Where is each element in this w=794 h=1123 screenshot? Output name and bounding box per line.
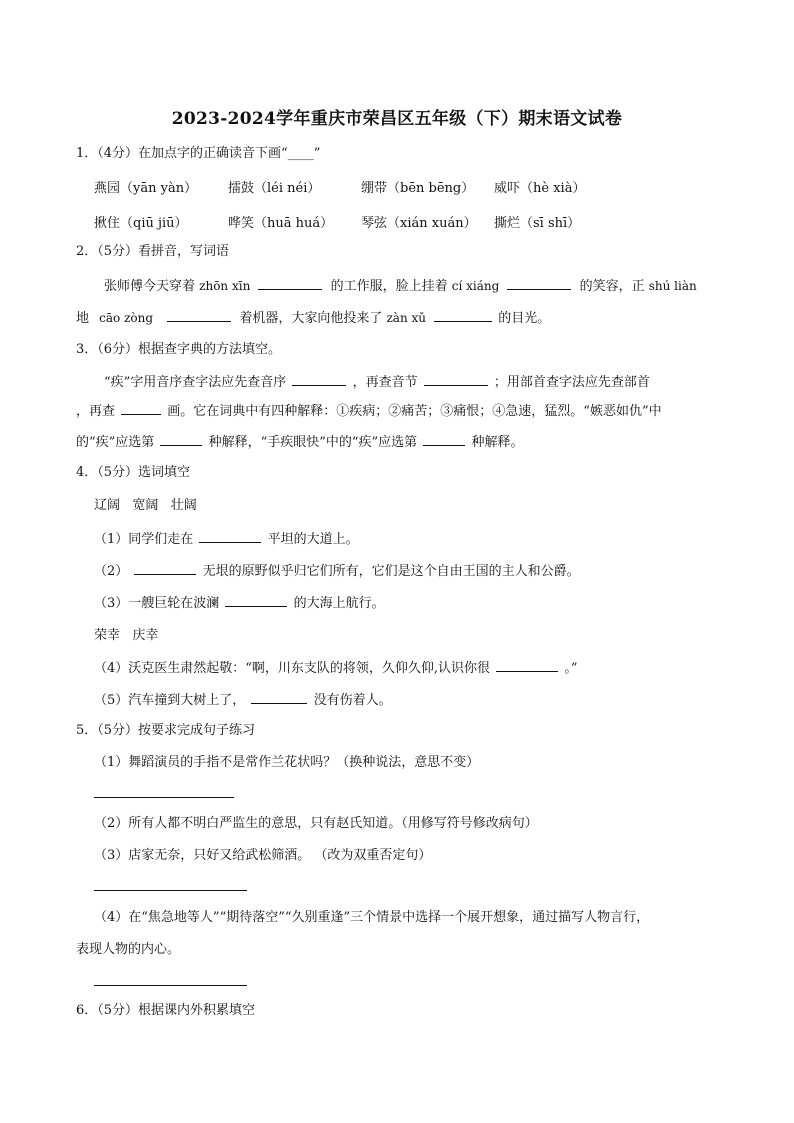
q4-word-choices-2: 荣幸 庆幸 xyxy=(94,628,159,643)
answer-blank[interactable] xyxy=(258,277,322,290)
answer-line[interactable] xyxy=(94,890,247,891)
q3-text: 种解释。 xyxy=(471,435,524,450)
q4-text: 的大海上航行。 xyxy=(293,596,385,611)
q2-line-1 xyxy=(104,277,697,296)
q5-sentence-4-continued: 表现人物的内心。 xyxy=(76,942,181,957)
q2-text: 张师傅今天穿着 xyxy=(104,279,196,294)
answer-blank[interactable] xyxy=(434,309,492,322)
q4-sentence-4 xyxy=(94,659,578,678)
answer-blank[interactable] xyxy=(424,373,488,386)
q4-text: 。” xyxy=(564,661,578,676)
q3-text: 种解释，“手疾眼快”中的“疾”应选第 xyxy=(208,435,418,450)
q4-text: 无垠的原野似乎归它们所有，它们是这个自由王国的主人和公爵。 xyxy=(202,564,580,579)
page-title: 2023-2024学年重庆市荣昌区五年级（下）期末语文试卷 xyxy=(171,109,623,129)
q3-text: ，再查 xyxy=(76,404,116,419)
q4-sentence-1 xyxy=(94,530,359,549)
pinyin-label: zhōn xīn xyxy=(199,279,251,293)
q4-sentence-3 xyxy=(94,594,385,613)
q1-item-4: 威吓（hè xià） xyxy=(494,181,586,196)
q4-sentence-2 xyxy=(94,562,580,581)
q3-text: 的“疾”应选第 xyxy=(76,435,155,450)
q3-text: ；用部首查字法应先查部首 xyxy=(493,375,650,390)
q5-sentence-4: （4）在“焦急地等人”“期待落空”“久别重逢”三个情景中选择一个展开想象，通过描写人物言行， xyxy=(94,910,650,925)
pinyin-label: cāo zòng xyxy=(99,311,154,325)
q4-text: 平坦的大道上。 xyxy=(267,532,359,547)
answer-blank[interactable] xyxy=(121,402,161,415)
q1-item-3: 绷带（bēn bēng） xyxy=(361,181,475,196)
answer-blank[interactable] xyxy=(199,530,261,543)
q1-item-6: 哗笑（huā huá） xyxy=(228,216,334,231)
q1-item-1: 燕园（yān yàn） xyxy=(94,181,198,196)
q1-header: 1．（4分）在加点字的正确读音下画“____” xyxy=(76,146,321,161)
q4-text: （4）沃克医生肃然起敬：“啊，川东支队的将领，久仰久仰,认识你很 xyxy=(94,661,491,676)
q4-text: （1）同学们走在 xyxy=(94,532,194,547)
q3-text: 画。它在词典中有四种解释：①疾病；②痛苦；③痛恨；④急速，猛烈。“嫉恶如仇”中 xyxy=(167,404,662,419)
q1-item-2: 擂鼓（léi néi） xyxy=(228,181,321,196)
pinyin-label: shú liàn xyxy=(648,279,697,293)
q3-text: “疾”字用音序查字法应先查音序 xyxy=(104,375,287,390)
q4-header: 4．（5分）选词填空 xyxy=(76,465,191,480)
q5-header: 5．（5分）按要求完成句子练习 xyxy=(76,723,256,738)
answer-blank[interactable] xyxy=(134,562,196,575)
q2-text: 地 xyxy=(76,311,90,326)
answer-blank[interactable] xyxy=(167,309,231,322)
answer-line[interactable] xyxy=(94,797,234,798)
answer-line[interactable] xyxy=(94,985,247,986)
answer-blank[interactable] xyxy=(496,659,558,672)
q6-header: 6．（5分）根据课内外积累填空 xyxy=(76,1003,256,1018)
q2-header: 2．（5分）看拼音，写词语 xyxy=(76,244,230,259)
q4-text: （5）汽车撞到大树上了， xyxy=(94,693,246,708)
q3-line-3 xyxy=(76,433,523,452)
q2-text: 的工作服，脸上挂着 xyxy=(330,279,448,294)
pinyin-label: cí xiáng xyxy=(451,279,500,293)
q4-word-choices-1: 辽阔 宽阔 壮阔 xyxy=(94,498,197,513)
pinyin-label: zàn xǔ xyxy=(386,311,426,325)
q5-sentence-3: （3）店家无奈，只好又给武松筛酒。 （改为双重否定句） xyxy=(94,848,432,863)
q2-text: 的笑容，正 xyxy=(579,279,645,294)
q1-item-5: 揪住（qiū jiū） xyxy=(94,216,188,231)
q5-sentence-1: （1）舞蹈演员的手指不是常作兰花状吗？（换种说法，意思不变） xyxy=(94,755,480,770)
answer-blank[interactable] xyxy=(160,433,202,446)
answer-blank[interactable] xyxy=(225,594,287,607)
q4-text: （2） xyxy=(94,564,129,579)
q3-header: 3．（6分）根据查字典的方法填空。 xyxy=(76,342,282,357)
q3-text: ，再查音节 xyxy=(352,375,418,390)
answer-blank[interactable] xyxy=(292,373,346,386)
q4-sentence-5 xyxy=(94,691,392,710)
answer-blank[interactable] xyxy=(423,433,465,446)
q4-text: （3）一艘巨轮在波澜 xyxy=(94,596,220,611)
q4-text: 没有伤着人。 xyxy=(313,693,392,708)
q2-text: 着机器，大家向他投来了 xyxy=(239,311,383,326)
q2-line-2 xyxy=(76,309,550,328)
q1-item-8: 撕烂（sī shī） xyxy=(494,216,581,231)
q3-line-2 xyxy=(76,402,662,421)
q3-line-1 xyxy=(104,373,650,392)
q2-text: 的目光。 xyxy=(498,311,551,326)
answer-blank[interactable] xyxy=(507,277,571,290)
q5-sentence-2: （2）所有人都不明白严监生的意思，只有赵氏知道。（用修写符号修改病句） xyxy=(94,816,538,831)
q1-item-7: 琴弦（xián xuán） xyxy=(361,216,477,231)
answer-blank[interactable] xyxy=(251,691,307,704)
